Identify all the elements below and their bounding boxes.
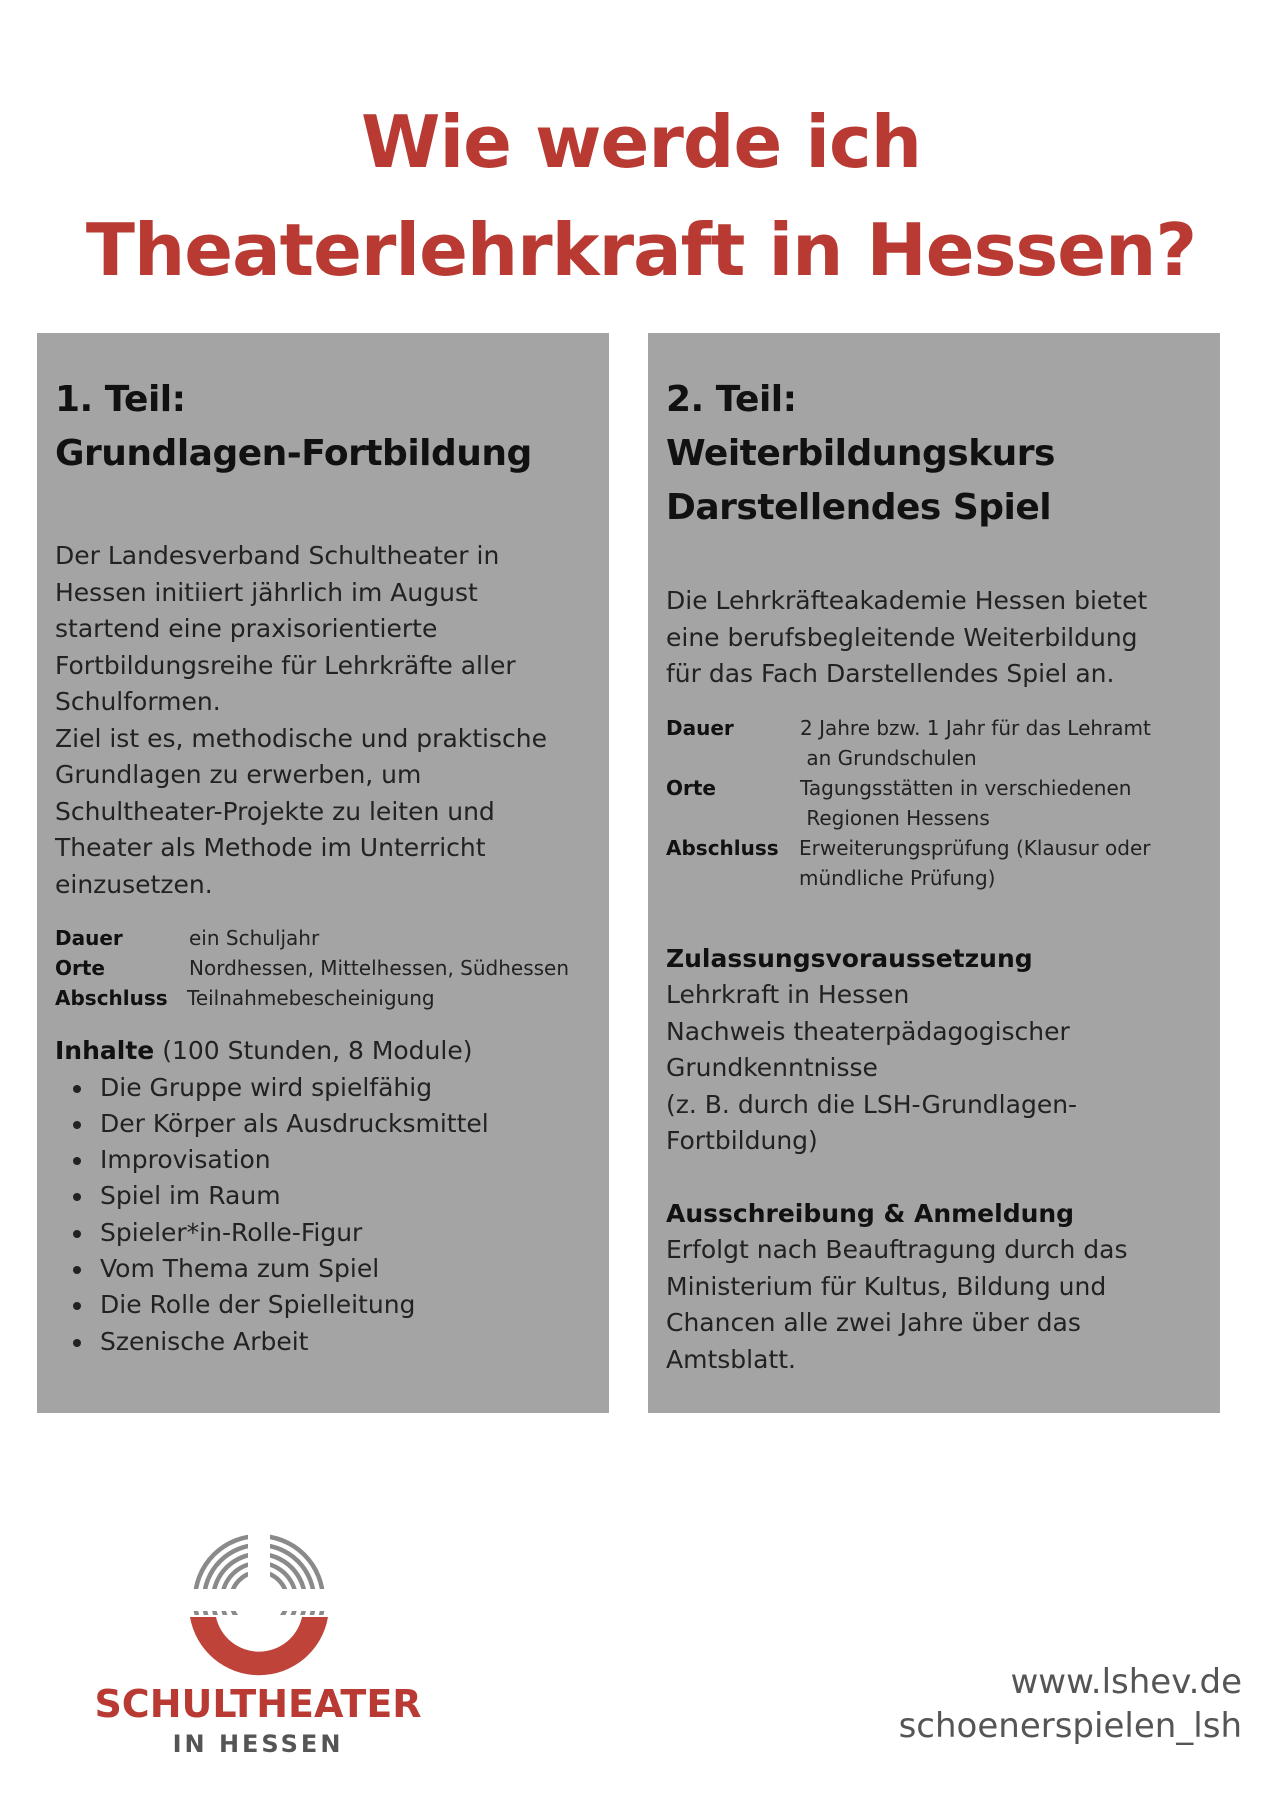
admission-line: Nachweis theaterpädagogischer xyxy=(666,1016,1070,1046)
part1-intro-line: Der Landesverband Schultheater in xyxy=(55,541,500,570)
part1-meta xyxy=(55,923,599,1013)
part1-intro-line: Schulformen. xyxy=(55,687,221,716)
part2-heading-line-3: Darstellendes Spiel xyxy=(666,487,1052,528)
registration-line: Ministerium für Kultus, Bildung und xyxy=(666,1271,1107,1301)
meta-value: Teilnahmebescheinigung xyxy=(187,986,435,1010)
meta-value-line: Tagungsstätten in verschiedenen xyxy=(800,775,1132,800)
footer-links xyxy=(899,1660,1242,1748)
part2-heading-line-2: Weiterbildungskurs xyxy=(666,433,1055,474)
part1-meta-row-duration xyxy=(55,923,599,953)
admission-line: Lehrkraft in Hessen xyxy=(666,980,910,1009)
meta-value-line: Erweiterungsprüfung (Klausur oder xyxy=(799,835,1151,860)
list-item: Spiel im Raum xyxy=(55,1178,599,1214)
part2-registration xyxy=(666,1196,1210,1379)
contents-detail: (100 Stunden, 8 Module) xyxy=(154,1036,473,1065)
contents-label: Inhalte xyxy=(55,1036,155,1065)
part2-admission xyxy=(666,941,1210,1160)
meta-value-line: mündliche Prüfung) xyxy=(799,865,996,890)
part1-intro xyxy=(55,538,599,903)
part2-intro-line: für das Fach Darstellendes Spiel an. xyxy=(666,659,1115,688)
part1-intro-line: einzusetzen. xyxy=(55,869,213,899)
schultheater-logo xyxy=(78,1525,448,1758)
logo-text-secondary: IN HESSEN xyxy=(172,1730,344,1758)
admission-line: (z. B. durch die LSH-Grundlagen- xyxy=(666,1089,1078,1119)
website-link[interactable]: www.lshev.de xyxy=(1010,1662,1242,1702)
part1-contents-list xyxy=(55,1070,599,1360)
title-line-1: Wie werde ich xyxy=(361,100,921,184)
logo-rings-icon xyxy=(78,1525,448,1685)
meta-key: Dauer xyxy=(666,715,734,740)
meta-key: Dauer xyxy=(55,926,123,950)
part2-meta-row-locations xyxy=(666,773,1210,833)
title-line-2: Theaterlehrkraft in Hessen? xyxy=(85,208,1197,292)
part2-intro xyxy=(666,583,1210,693)
list-item: Die Rolle der Spielleitung xyxy=(55,1287,599,1323)
part1-intro-line: Theater als Methode im Unterricht xyxy=(55,833,486,862)
part1-meta-row-certificate xyxy=(55,983,599,1013)
part1-intro-line: Fortbildungsreihe für Lehrkräfte aller xyxy=(55,650,516,680)
part2-meta-row-certificate xyxy=(666,833,1210,893)
part2-meta-row-duration xyxy=(666,713,1210,773)
part2-intro-line: eine berufsbegleitende Weiterbildung xyxy=(666,622,1138,652)
meta-value xyxy=(799,833,1210,893)
meta-value: Nordhessen, Mittelhessen, Südhessen xyxy=(189,956,570,980)
meta-key: Orte xyxy=(666,775,716,800)
list-item: Die Gruppe wird spielfähig xyxy=(55,1070,599,1106)
registration-line: Amtsblatt. xyxy=(666,1344,796,1374)
admission-label: Zulassungsvoraussetzung xyxy=(666,943,1033,973)
admission-line: Grundkenntnisse xyxy=(666,1053,878,1082)
meta-value-line: 2 Jahre bzw. 1 Jahr für das Lehramt xyxy=(800,715,1151,740)
page-title xyxy=(0,88,1282,304)
part2-meta xyxy=(666,713,1210,893)
part1-panel xyxy=(37,333,609,1413)
meta-value xyxy=(800,773,1210,833)
part1-heading-line-2: Grundlagen-Fortbildung xyxy=(55,433,532,474)
meta-value: ein Schuljahr xyxy=(189,926,320,950)
list-item: Der Körper als Ausdrucksmittel xyxy=(55,1106,599,1142)
meta-key: Abschluss xyxy=(55,986,168,1010)
meta-key: Abschluss xyxy=(666,835,779,860)
list-item: Szenische Arbeit xyxy=(55,1324,599,1360)
part1-contents-heading xyxy=(55,1033,599,1070)
registration-label: Ausschreibung & Anmeldung xyxy=(666,1198,1075,1228)
registration-line: Chancen alle zwei Jahre über das xyxy=(666,1308,1081,1337)
part1-intro-line: Ziel ist es, methodische und praktische xyxy=(55,723,547,753)
part1-meta-row-locations xyxy=(55,953,599,983)
list-item: Vom Thema zum Spiel xyxy=(55,1251,599,1287)
part2-panel xyxy=(648,333,1220,1413)
list-item: Improvisation xyxy=(55,1142,599,1178)
part2-heading xyxy=(666,373,1210,535)
part1-heading xyxy=(55,373,599,481)
part1-intro-line: Schultheater-Projekte zu leiten und xyxy=(55,796,495,826)
admission-line: Fortbildung) xyxy=(666,1126,818,1155)
part2-intro-line: Die Lehrkräfteakademie Hessen bietet xyxy=(666,586,1148,615)
part1-intro-line: startend eine praxisorientierte xyxy=(55,614,438,643)
part2-heading-line-1: 2. Teil: xyxy=(666,379,797,420)
registration-line: Erfolgt nach Beauftragung durch das xyxy=(666,1235,1128,1264)
meta-key: Orte xyxy=(55,956,105,980)
meta-value-line: Regionen Hessens xyxy=(800,805,990,830)
meta-value xyxy=(800,713,1210,773)
part1-intro-line: Hessen initiiert jährlich im August xyxy=(55,577,478,607)
meta-value-line: an Grundschulen xyxy=(800,745,977,770)
logo-text-primary: SCHULTHEATER xyxy=(94,1682,422,1726)
social-handle: schoenerspielen_lsh xyxy=(898,1706,1242,1746)
part1-heading-line-1: 1. Teil: xyxy=(55,379,186,420)
part1-intro-line: Grundlagen zu erwerben, um xyxy=(55,760,422,789)
list-item: Spieler*in-Rolle-Figur xyxy=(55,1215,599,1251)
